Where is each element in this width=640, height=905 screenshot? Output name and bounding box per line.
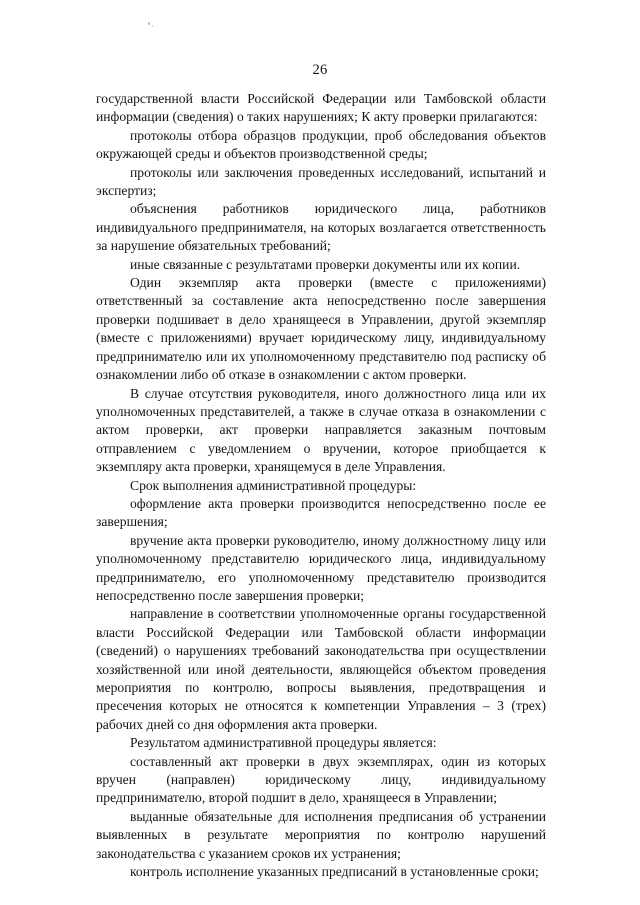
- paragraph: протоколы или заключения проведенных исследований, испытаний и экспертиз;: [96, 164, 546, 199]
- paragraph: объяснения работников юридического лица, работников индивидуального предпринимателя, на которых возлагается ответственность за нарушение обязательных требований;: [96, 201, 546, 254]
- scan-artifact-speck: [152, 25, 153, 27]
- paragraph: В случае отсутствия руководителя, иного должностного лица или их уполномоченных представителей, а также в случае отказа в ознакомлении с актом проверки, акт проверки направляется заказным почтовым отправлением с уведомлением о вручении, которое приобщается к экземпляру акта проверки, хранящемуся в деле Управления.: [96, 385, 546, 475]
- paragraph: вручение акта проверки руководителю, иному должностному лицу или уполномоченному представителю юридического лица, индивидуальному предпринимателю, его уполномоченному представителю производится непосредственно после завершения проверки;: [96, 532, 546, 603]
- paragraph: выданные обязательные для исполнения предписания об устранении выявленных в результате мероприятия по контролю нарушений законодательства с указанием сроков их устранения;: [96, 808, 546, 861]
- paragraph: контроль исполнение указанных предписаний в установленные сроки;: [130, 864, 539, 880]
- paragraph: оформление акта проверки производится непосредственно после ее завершения;: [96, 495, 546, 530]
- paragraph: иные связанные с результатами проверки документы или их копии.: [130, 256, 521, 272]
- paragraph: направление в соответствии уполномоченные органы государственной власти Российской Федерации или Тамбовской области информации (сведений) о нарушениях требований законодательства при осуществлении хозяйственной или иной деятельности, являющейся объектом проведения мероприятия по контролю, вопросы выявления, предотвращения и пресечения которых не относятся к компетенции Управления – 3 (трех) рабочих дней со дня оформления акта проверки.: [96, 606, 546, 732]
- paragraph: Один экземпляр акта проверки (вместе с приложениями) ответственный за составление акта непосредственно после завершения проверки подшивает в дело хранящееся в Управлении, другой экземпляр (вместе с приложениями) вручает юридическому лицу, индивидуальному предпринимателю или их уполномоченному представителю под расписку об ознакомлении либо об отказе в ознакомлении с актом проверки.: [96, 275, 546, 383]
- paragraph: Результатом административной процедуры является:: [130, 735, 437, 751]
- paragraph: Срок выполнения административной процедуры:: [130, 477, 417, 493]
- scan-artifact-speck: [148, 22, 150, 25]
- paragraph: составленный акт проверки в двух экземплярах, один из которых вручен (направлен) юридическому лицу, индивидуальному предпринимателю, второй подшит в дело, хранящееся в Управлении;: [96, 753, 546, 806]
- page-number: 26: [312, 62, 328, 78]
- paragraph: протоколы отбора образцов продукции, проб обследования объектов окружающей среды и объектов производственной среды;: [96, 127, 546, 162]
- document-body: [96, 90, 546, 881]
- paragraph: государственной власти Российской Федерации или Тамбовской области информации (сведения) о таких нарушениях; К акту проверки прилагаются:: [96, 91, 546, 125]
